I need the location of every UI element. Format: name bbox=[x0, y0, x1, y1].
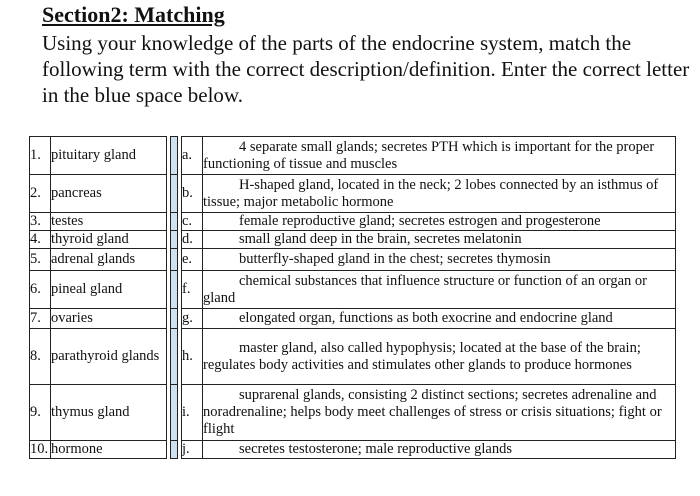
table-row bbox=[30, 137, 676, 175]
definition-text: female reproductive gland; secretes estrogen and progesterone bbox=[239, 213, 601, 229]
term-number: 8. bbox=[30, 329, 51, 385]
term-label: hormone bbox=[51, 441, 167, 459]
term-label: pituitary gland bbox=[51, 137, 167, 175]
term-number: 2. bbox=[30, 175, 51, 213]
definition-text: elongated organ, functions as both exocrine and endocrine gland bbox=[239, 310, 613, 326]
definition-letter: f. bbox=[182, 271, 203, 309]
answer-blank[interactable] bbox=[171, 309, 178, 329]
answer-blank[interactable] bbox=[171, 175, 178, 213]
term-number: 1. bbox=[30, 137, 51, 175]
term-number: 10. bbox=[30, 441, 51, 459]
table-row bbox=[30, 271, 676, 309]
term-label: pineal gland bbox=[51, 271, 167, 309]
definition-letter: d. bbox=[182, 231, 203, 249]
term-number: 3. bbox=[30, 213, 51, 231]
term-label: pancreas bbox=[51, 175, 167, 213]
answer-blank[interactable] bbox=[171, 385, 178, 441]
definition-cell bbox=[203, 309, 676, 329]
definition-text: master gland, also called hypophysis; located at the base of the brain; regulates body activities and stimulates other glands to produce hormones bbox=[203, 339, 641, 373]
answer-blank[interactable] bbox=[171, 137, 178, 175]
section-title: Section2: Matching bbox=[42, 2, 225, 27]
definition-cell bbox=[203, 137, 676, 175]
term-number: 5. bbox=[30, 249, 51, 271]
definition-letter: h. bbox=[182, 329, 203, 385]
table-row bbox=[30, 249, 676, 271]
definition-letter: e. bbox=[182, 249, 203, 271]
table-row bbox=[30, 441, 676, 459]
definition-text: 4 separate small glands; secretes PTH which is important for the proper functioning of tissue and muscles bbox=[203, 138, 655, 172]
instructions-text: Using your knowledge of the parts of the endocrine system, match the following term with the correct description/definition. Enter the correct letter in the blue space below. bbox=[42, 31, 690, 107]
definition-cell bbox=[203, 329, 676, 385]
answer-blank[interactable] bbox=[171, 441, 178, 459]
definition-cell bbox=[203, 231, 676, 249]
term-number: 4. bbox=[30, 231, 51, 249]
table-row bbox=[30, 231, 676, 249]
definition-letter: c. bbox=[182, 213, 203, 231]
definition-letter: i. bbox=[182, 385, 203, 441]
definition-letter: j. bbox=[182, 441, 203, 459]
term-label: adrenal glands bbox=[51, 249, 167, 271]
answer-blank[interactable] bbox=[171, 329, 178, 385]
answer-blank[interactable] bbox=[171, 231, 178, 249]
table-row bbox=[30, 213, 676, 231]
answer-blank[interactable] bbox=[171, 271, 178, 309]
definition-cell bbox=[203, 249, 676, 271]
definition-text: suprarenal glands, consisting 2 distinct sections; secretes adrenaline and noradrenaline; helps body meet challenges of stress or crisis situations; fight or flight bbox=[203, 387, 662, 437]
table-row bbox=[30, 329, 676, 385]
term-number: 6. bbox=[30, 271, 51, 309]
definition-cell bbox=[203, 213, 676, 231]
term-label: thyroid gland bbox=[51, 231, 167, 249]
term-label: parathyroid glands bbox=[51, 329, 167, 385]
term-number: 7. bbox=[30, 309, 51, 329]
term-label: ovaries bbox=[51, 309, 167, 329]
definition-cell bbox=[203, 441, 676, 459]
definition-cell bbox=[203, 175, 676, 213]
definition-text: small gland deep in the brain, secretes melatonin bbox=[239, 231, 522, 247]
matching-table bbox=[29, 136, 676, 459]
definition-letter: b. bbox=[182, 175, 203, 213]
term-number: 9. bbox=[30, 385, 51, 441]
table-row bbox=[30, 309, 676, 329]
definition-text: H-shaped gland, located in the neck; 2 lobes connected by an isthmus of tissue; major metabolic hormone bbox=[203, 176, 659, 210]
table-row bbox=[30, 385, 676, 441]
answer-blank[interactable] bbox=[171, 213, 178, 231]
definition-cell bbox=[203, 271, 676, 309]
definition-cell bbox=[203, 385, 676, 441]
definition-letter: a. bbox=[182, 137, 203, 175]
definition-text: chemical substances that influence structure or function of an organ or gland bbox=[203, 272, 648, 306]
answer-blank[interactable] bbox=[171, 249, 178, 271]
definition-text: secretes testosterone; male reproductive glands bbox=[239, 441, 512, 457]
table-row bbox=[30, 175, 676, 213]
term-label: testes bbox=[51, 213, 167, 231]
definition-text: butterfly-shaped gland in the chest; secretes thymosin bbox=[239, 251, 551, 267]
term-label: thymus gland bbox=[51, 385, 167, 441]
definition-letter: g. bbox=[182, 309, 203, 329]
